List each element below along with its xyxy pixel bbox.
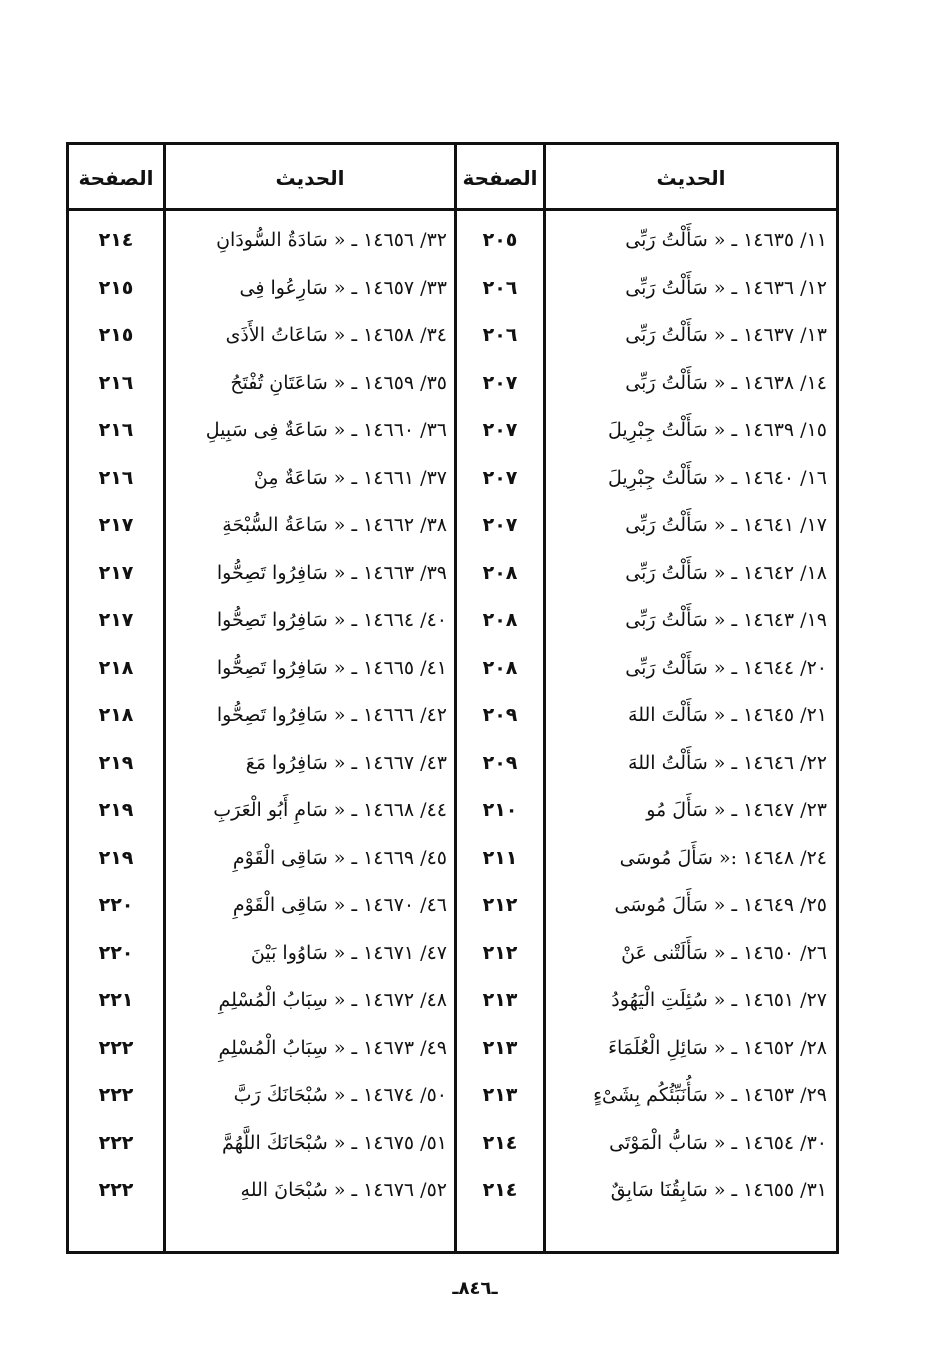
table-row [69,312,836,360]
left-page-cell: ٢٢٢ [98,1036,134,1059]
left-page-cell: ٢١٦ [98,371,134,394]
table-row [69,645,836,693]
right-page-cell: ٢٠٦ [482,276,518,299]
left-page-cell: ٢١٨ [98,704,134,726]
table-row [69,882,836,930]
table-row [69,360,836,408]
left-page-cell: ٢١٩ [98,799,134,821]
left-page-cell: ٢٢٢ [98,1179,134,1201]
right-page-cell: ٢١٣ [482,1084,518,1106]
right-page-cell: ٢١٢ [482,941,518,964]
header-hadith-left: الحديث [275,166,345,190]
right-hadith-cell: ١٦/ ١٤٦٤٠ ـ « سَأَلْتُ جِبْرِيلَ [607,466,827,489]
right-hadith-cell: ١٣/ ١٤٦٣٧ ـ « سَأَلْتُ رَبِّى [625,324,827,346]
left-hadith-cell: ٤٧/ ١٤٦٧١ ـ « سَاوُوا بَيْنَ [250,941,447,964]
right-hadith-cell: ١٩/ ١٤٦٤٣ ـ « سَأَلْتُ رَبِّى [625,609,827,631]
right-hadith-cell: ١٢/ ١٤٦٣٦ ـ « سَأَلْتُ رَبِّى [625,276,827,299]
table-row [69,787,836,835]
left-page-cell: ٢١٨ [98,656,134,679]
left-hadith-cell: ٤٨/ ١٤٦٧٢ ـ « سِبَابُ الْمُسْلِمِ [218,989,447,1011]
left-page-cell: ٢١٧ [98,561,134,584]
right-hadith-cell: ٢٨/ ١٤٦٥٢ ـ « سَائِلِ الْعُلَمَاءَ [608,1036,827,1059]
right-page-cell: ٢١٤ [482,1179,518,1201]
left-page-cell: ٢٢٠ [98,941,134,964]
right-page-cell: ٢٠٧ [482,371,518,394]
left-hadith-cell: ٤٠/ ١٤٦٦٤ ـ « سَافِرُوا تَصِحُّوا [216,609,447,631]
right-hadith-cell: ٢٦/ ١٤٦٥٠ ـ « سَأَلَتْنى عَنْ [621,941,827,964]
left-page-cell: ٢٢٢ [98,1084,134,1106]
left-page-cell: ٢١٥ [98,276,134,299]
left-page-cell: ٢١٦ [98,466,134,489]
right-page-cell: ٢١٣ [482,989,518,1011]
table-row [69,692,836,740]
right-page-cell: ٢٠٧ [482,419,518,441]
right-hadith-cell: ٣٠/ ١٤٦٥٤ ـ « سَابُّ الْمَوْتَى [609,1131,827,1154]
left-page-cell: ٢٢٢ [98,1131,134,1154]
left-page-cell: ٢٢١ [98,989,134,1011]
right-hadith-cell: ٢٧/ ١٤٦٥١ ـ « سُئِلَتِ الْيَهُودُ [611,989,827,1011]
left-hadith-cell: ٤٩/ ١٤٦٧٣ ـ « سِبَابُ الْمُسْلِمِ [218,1036,447,1059]
right-hadith-cell: ٢٣/ ١٤٦٤٧ ـ « سَأَلَ مُو [646,799,827,821]
right-page-cell: ٢٠٦ [482,324,518,346]
right-page-cell: ٢٠٧ [482,514,518,536]
table-row [69,407,836,455]
right-hadith-cell: ٢٠/ ١٤٦٤٤ ـ « سَأَلْتُ رَبِّى [625,656,827,679]
right-page-cell: ٢٠٩ [482,751,518,774]
left-page-cell: ٢١٤ [98,229,134,251]
header-page-left: الصفحة [78,166,154,190]
left-page-cell: ٢١٧ [98,609,134,631]
table-row [69,1072,836,1120]
left-hadith-cell: ٤١/ ١٤٦٦٥ ـ « سَافِرُوا تَصِحُّوا [216,656,447,679]
right-hadith-cell: ٢٢/ ١٤٦٤٦ ـ « سَأَلْتُ اللهَ [628,751,827,774]
right-page-cell: ٢٠٥ [482,229,518,251]
left-hadith-cell: ٣٢/ ١٤٦٥٦ ـ « سَادَةُ السُّودَانِ [216,229,447,251]
right-hadith-cell: ٢٤/ ١٤٦٤٨ :« سَأَلَ مُوسَى [619,846,827,869]
table-row [69,977,836,1025]
table-row [69,835,836,883]
left-hadith-cell: ٣٤/ ١٤٦٥٨ ـ « سَاعَاتُ الأَذَى [225,324,447,346]
right-page-cell: ٢٠٨ [482,561,518,584]
right-page-cell: ٢٠٩ [482,704,518,726]
left-hadith-cell: ٣٨/ ١٤٦٦٢ ـ « سَاعَةُ السُّبْحَةِ [222,514,447,536]
table-row [69,1120,836,1168]
right-page-cell: ٢٠٧ [482,466,518,489]
left-hadith-cell: ٣٩/ ١٤٦٦٣ ـ « سَافِرُوا تَصِحُّوا [216,561,447,584]
left-hadith-cell: ٣٦/ ١٤٦٦٠ ـ « سَاعَةٌ فِى سَبِيلِ [205,419,447,441]
left-hadith-cell: ٥٢/ ١٤٦٧٦ ـ « سُبْحَانَ اللهِ [240,1179,447,1201]
left-page-cell: ٢١٩ [98,751,134,774]
left-page-cell: ٢١٦ [98,419,134,441]
right-page-cell: ٢١٢ [482,894,518,916]
left-hadith-cell: ٣٥/ ١٤٦٥٩ ـ « سَاعَتَانِ تُفْتَحُ [230,371,447,394]
left-page-cell: ٢١٩ [98,846,134,869]
left-hadith-cell: ٣٧/ ١٤٦٦١ ـ « سَاعَةٌ مِنْ [253,466,447,489]
left-hadith-cell: ٣٣/ ١٤٦٥٧ ـ « سَارِعُوا فِى [239,276,447,299]
table-row [69,550,836,598]
table-row [69,217,836,265]
right-page-cell: ٢١١ [482,846,518,869]
header-hadith-right: الحديث [656,166,726,190]
page-number: ـ٨٤٦ـ [452,1278,498,1299]
right-hadith-cell: ١١/ ١٤٦٣٥ ـ « سَأَلْتُ رَبِّى [625,229,827,251]
left-hadith-cell: ٤٢/ ١٤٦٦٦ ـ « سَافِرُوا تَصِحُّوا [216,704,447,726]
left-page-cell: ٢١٥ [98,324,134,346]
table-row [69,265,836,313]
right-page-cell: ٢٠٨ [482,656,518,679]
right-page-cell: ٢٠٨ [482,609,518,631]
index-table [66,142,839,1254]
table-row [69,502,836,550]
table-row [69,1025,836,1073]
left-hadith-cell: ٤٣/ ١٤٦٦٧ ـ « سَافِرُوا مَعَ [245,751,447,774]
right-hadith-cell: ١٧/ ١٤٦٤١ ـ « سَأَلْتُ رَبِّى [625,514,827,536]
left-hadith-cell: ٥٠/ ١٤٦٧٤ ـ « سُبْحَانَكَ رَبَّ [233,1084,447,1106]
left-hadith-cell: ٥١/ ١٤٦٧٥ ـ « سُبْحَانَكَ اللَّهُمَّ [221,1131,447,1154]
left-page-cell: ٢١٧ [98,514,134,536]
table-row [69,597,836,645]
table-row [69,455,836,503]
right-page-cell: ٢١٣ [482,1036,518,1059]
header-divider [69,208,836,211]
left-hadith-cell: ٤٥/ ١٤٦٦٩ ـ « سَاقِى الْقَوْمِ [232,846,447,869]
table-row [69,1167,836,1215]
left-page-cell: ٢٢٠ [98,894,134,916]
right-hadith-cell: ٢٩/ ١٤٦٥٣ ـ « سَأُنَبِّئُكُم بِشَىْءٍ [593,1084,827,1106]
right-hadith-cell: ٢٥/ ١٤٦٤٩ ـ « سَأَلَ مُوسَى [614,894,827,916]
right-page-cell: ٢١٤ [482,1131,518,1154]
right-hadith-cell: ٣١/ ١٤٦٥٥ ـ « سَابِقُنَا سَابِقٌ [610,1179,827,1201]
right-hadith-cell: ١٤/ ١٤٦٣٨ ـ « سَأَلْتُ رَبِّى [625,371,827,394]
table-row [69,930,836,978]
right-hadith-cell: ٢١/ ١٤٦٤٥ ـ « سَأَلْتَ اللهَ [628,704,827,726]
right-hadith-cell: ١٥/ ١٤٦٣٩ ـ « سَأَلْتُ جِبْرِيلَ [607,419,827,441]
right-page-cell: ٢١٠ [482,799,518,821]
right-hadith-cell: ١٨/ ١٤٦٤٢ ـ « سَأَلْتُ رَبِّى [625,561,827,584]
left-hadith-cell: ٤٤/ ١٤٦٦٨ ـ « سَامِ أَبُو الْعَرَبِ [213,799,447,821]
left-hadith-cell: ٤٦/ ١٤٦٧٠ ـ « سَاقِى الْقَوْمِ [232,894,447,916]
table-body [69,217,836,1215]
header-page-right: الصفحة [462,166,538,190]
table-row [69,740,836,788]
